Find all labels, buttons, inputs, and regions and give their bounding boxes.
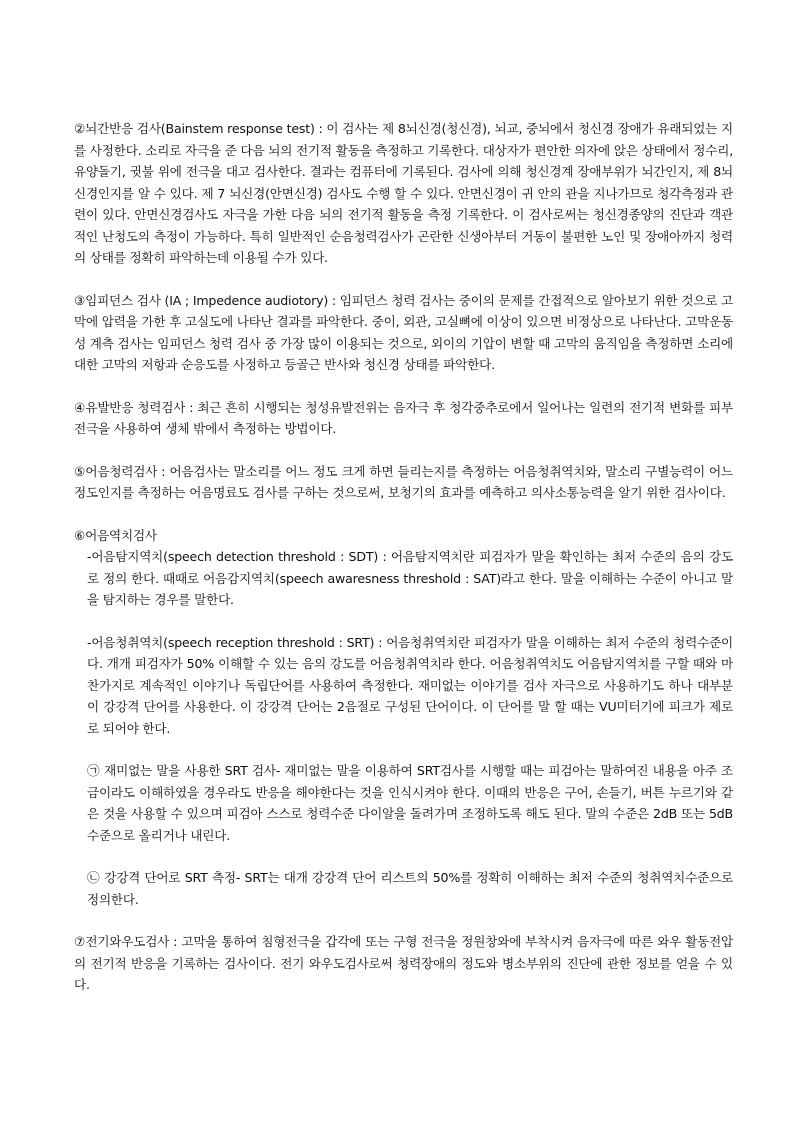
document-page [74, 118, 733, 996]
section-speech-audiometry: ⑤어음청력검사 : 어음검사는 말소리를 어느 정도 크게 하면 들리는지를 측정하는 어음청취역치와, 말소리 구별능력이 어느 정도인지를 측정하는 어음명료도 검사를 구하는 것으로써, 보청기의 효과를 예측하고 의사소통능력을 알기 위한 검사이다. [74, 463, 733, 500]
speech-detection-threshold: -어음탐지역치(speech detection threshold : SDT) : 어음탐지역치란 피검자가 말을 확인하는 최저 수준의 음의 강도로 정의 한다. 때때로 어음감지역치(speech awaresness threshold : SAT)라고 한다. 말을 이해하는 수준이 아니고 말을 탐지하는 경우를 말한다. [87, 549, 733, 607]
section-brainstem-response-test: ②뇌간반응 검사(Bainstem response test) : 이 검사는 제 8뇌신경(청신경), 뇌교, 중뇌에서 청신경 장애가 유래되었는 지를 사정한다. 소리로 자극을 준 다음 뇌의 전기적 활동을 측정하고 기록한다. 대상자가 편안한 의자에 앉은 상태에서 정수리, 유양돌기, 귓불 위에 전극을 대고 검사한다. 결과는 컴퓨터에 기록된다. 검사에 의해 청신경계 장애부위가 뇌간인지, 제 8뇌신경인지를 알 수 있다. 제 7 뇌신경(안면신경) 검사도 수행 할 수 있다. 안면신경이 귀 안의 관을 지나가므로 청각측정과 관련이 있다. 안면신경검사도 자극을 가한 다음 뇌의 전기적 활동을 측정 기록한다. 이 검사로써는 청신경종양의 진단과 객관적인 난청도의 측정이 가능하다. 특히 일반적인 순음청력검사가 곤란한 신생아부터 거동이 불편한 노인 및 장애아까지 청력의 상태를 정확히 파악하는데 이용될 수가 있다. [74, 121, 733, 265]
srt-spondee-words: ㉡ 강강격 단어로 SRT 측정- SRT는 대개 강강격 단어 리스트의 50%를 정확히 이해하는 최저 수준의 청취역치수준으로 정의한다. [87, 870, 733, 907]
section-impedance-test: ③임피던스 검사 (IA ; Impedence audiotory) : 임피던스 청력 검사는 중이의 문제를 간접적으로 알아보기 위한 것으로 고막에 압력을 가한 후 고실도에 나타난 결과를 파악한다. 중이, 외관, 고실뼈에 이상이 있으면 비정상으로 나타난다. 고막운동성 계측 검사는 임피던스 청력 검사 중 가장 많이 이용되는 것으로, 외이의 기압이 변할 때 고막의 움직임을 측정하면 소리에 대한 고막의 저항과 순응도를 사정하고 등골근 반사와 청신경 상태를 파악한다. [74, 292, 733, 372]
section-evoked-response-audiometry: ④유발반응 청력검사 : 최근 흔히 시행되는 청성유발전위는 음자극 후 청각중추로에서 일어나는 일련의 전기적 변화를 피부전극을 사용하여 생체 밖에서 측정하는 방법이다. [74, 399, 733, 436]
section-speech-threshold-test [74, 525, 733, 911]
section-electrocochleography: ⑦전기와우도검사 : 고막을 통하여 침형전극을 갑각에 또는 구형 전극을 정원창와에 부착시켜 음자극에 따른 와우 활동전압의 전기적 반응을 기록하는 검사이다. 전기 와우도검사로써 청력장애의 정도와 병소부위의 진단에 관한 정보를 얻을 수 있다. [74, 934, 733, 992]
section-heading: ⑥어음역치검사 [74, 527, 157, 543]
speech-reception-threshold: -어음청취역치(speech reception threshold : SRT) : 어음청취역치란 피검자가 말을 이해하는 최저 수준의 청력수준이다. 개개 피검자가 50% 이해할 수 있는 음의 강도를 어음청취역치라 한다. 어음청취역치도 어음탐지역치를 구할 때와 마찬가지로 계속적인 이야기나 독립단어를 사용하여 측정한다. 재미없는 이야기를 검사 자극으로 사용하기도 하나 대부분이 강강격 단어를 사용한다. 이 강강격 단어는 2음절로 구성된 단어이다. 이 단어를 말 할 때는 VU미터기에 피크가 제로로 되어야 한다. [87, 634, 733, 736]
srt-nonsense-speech: ㉠ 재미없는 말을 사용한 SRT 검사- 재미없는 말을 이용하여 SRT검사를 시행할 때는 피검아는 말하여진 내용을 아주 조금이라도 이해하였을 경우라도 반응을 해야한다는 것을 인식시켜야 한다. 이때의 반응은 구어, 손들기, 버튼 누르기와 같은 것을 사용할 수 있으며 피검아 스스로 청력수준 다이알을 돌려가며 조정하도록 해도 된다. 말의 수준은 2dB 또는 5dB 수준으로 올리거나 내린다. [87, 763, 733, 843]
